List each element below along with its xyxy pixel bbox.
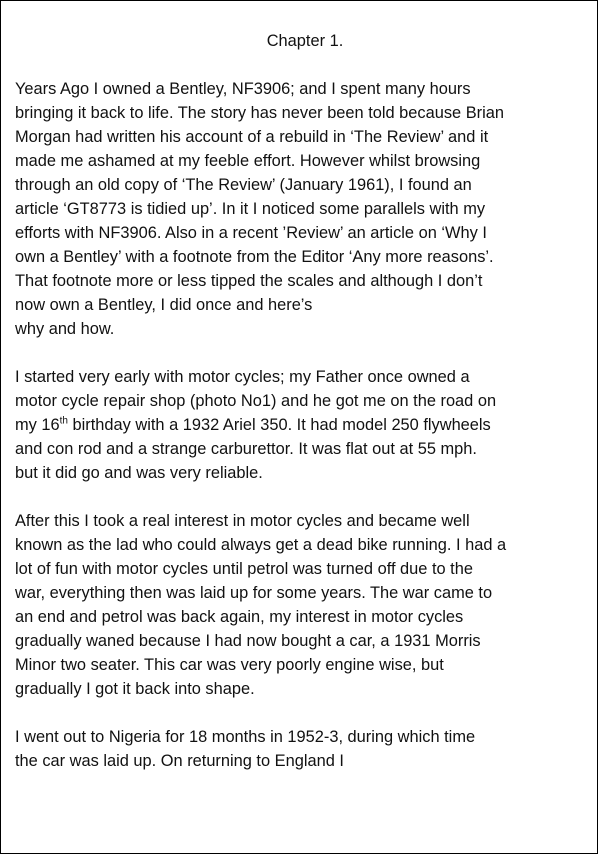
text-fragment: birthday with a 1932 Ariel 350. It had model 250 flywheels [67, 416, 491, 434]
text-line: article ‘GT8773 is tidied up’. In it I noticed some parallels with my [15, 200, 486, 218]
text-line: efforts with NF3906. Also in a recent ’Review’ an article on ‘Why I [15, 224, 487, 242]
text-line: and con rod and a strange carburettor. It was flat out at 55 mph. [15, 440, 477, 458]
text-line: made me ashamed at my feeble effort. However whilst browsing [15, 152, 481, 170]
paragraph-4 [15, 725, 595, 773]
text-line: I started very early with motor cycles; my Father once owned a [15, 368, 470, 386]
text-line: Years Ago I owned a Bentley, NF3906; and I spent many hours [15, 80, 471, 98]
text-line: Minor two seater. This car was very poorly engine wise, but [15, 656, 444, 674]
paragraph-gap [15, 485, 595, 509]
text-line: Morgan had written his account of a rebuild in ‘The Review’ and it [15, 128, 489, 146]
text-line [15, 413, 595, 437]
text-line: own a Bentley’ with a footnote from the Editor ‘Any more reasons’. [15, 248, 494, 266]
text-line: I went out to Nigeria for 18 months in 1952-3, during which time [15, 728, 476, 746]
chapter-title: Chapter 1. [266, 32, 344, 50]
paragraph-gap [15, 701, 595, 725]
paragraph-gap [15, 341, 595, 365]
text-line: but it did go and was very reliable. [15, 464, 263, 482]
text-line: the car was laid up. On returning to England I [15, 752, 344, 770]
text-line: motor cycle repair shop (photo No1) and he got me on the road on [15, 392, 497, 410]
text-line: bringing it back to life. The story has never been told because Brian [15, 104, 504, 122]
text-line: gradually I got it back into shape. [15, 680, 255, 698]
text-line: an end and petrol was back again, my interest in motor cycles [15, 608, 464, 626]
text-line: gradually waned because I had now bought a car, a 1931 Morris [15, 632, 481, 650]
paragraph-1 [15, 77, 595, 341]
text-line: war, everything then was laid up for some years. The war came to [15, 584, 493, 602]
text-line: now own a Bentley, I did once and here’s [15, 296, 313, 314]
document-body [15, 29, 595, 773]
text-fragment: my 16 [15, 416, 60, 434]
paragraph-2 [15, 365, 595, 485]
text-line: why and how. [15, 320, 115, 338]
text-line: lot of fun with motor cycles until petrol was turned off due to the [15, 560, 473, 578]
text-line: After this I took a real interest in motor cycles and became well [15, 512, 470, 530]
paragraph-3 [15, 509, 595, 701]
text-line: known as the lad who could always get a dead bike running. I had a [15, 536, 507, 554]
text-line: That footnote more or less tipped the scales and although I don’t [15, 272, 483, 290]
text-line: through an old copy of ‘The Review’ (January 1961), I found an [15, 176, 472, 194]
superscript-ordinal: th [59, 415, 68, 427]
